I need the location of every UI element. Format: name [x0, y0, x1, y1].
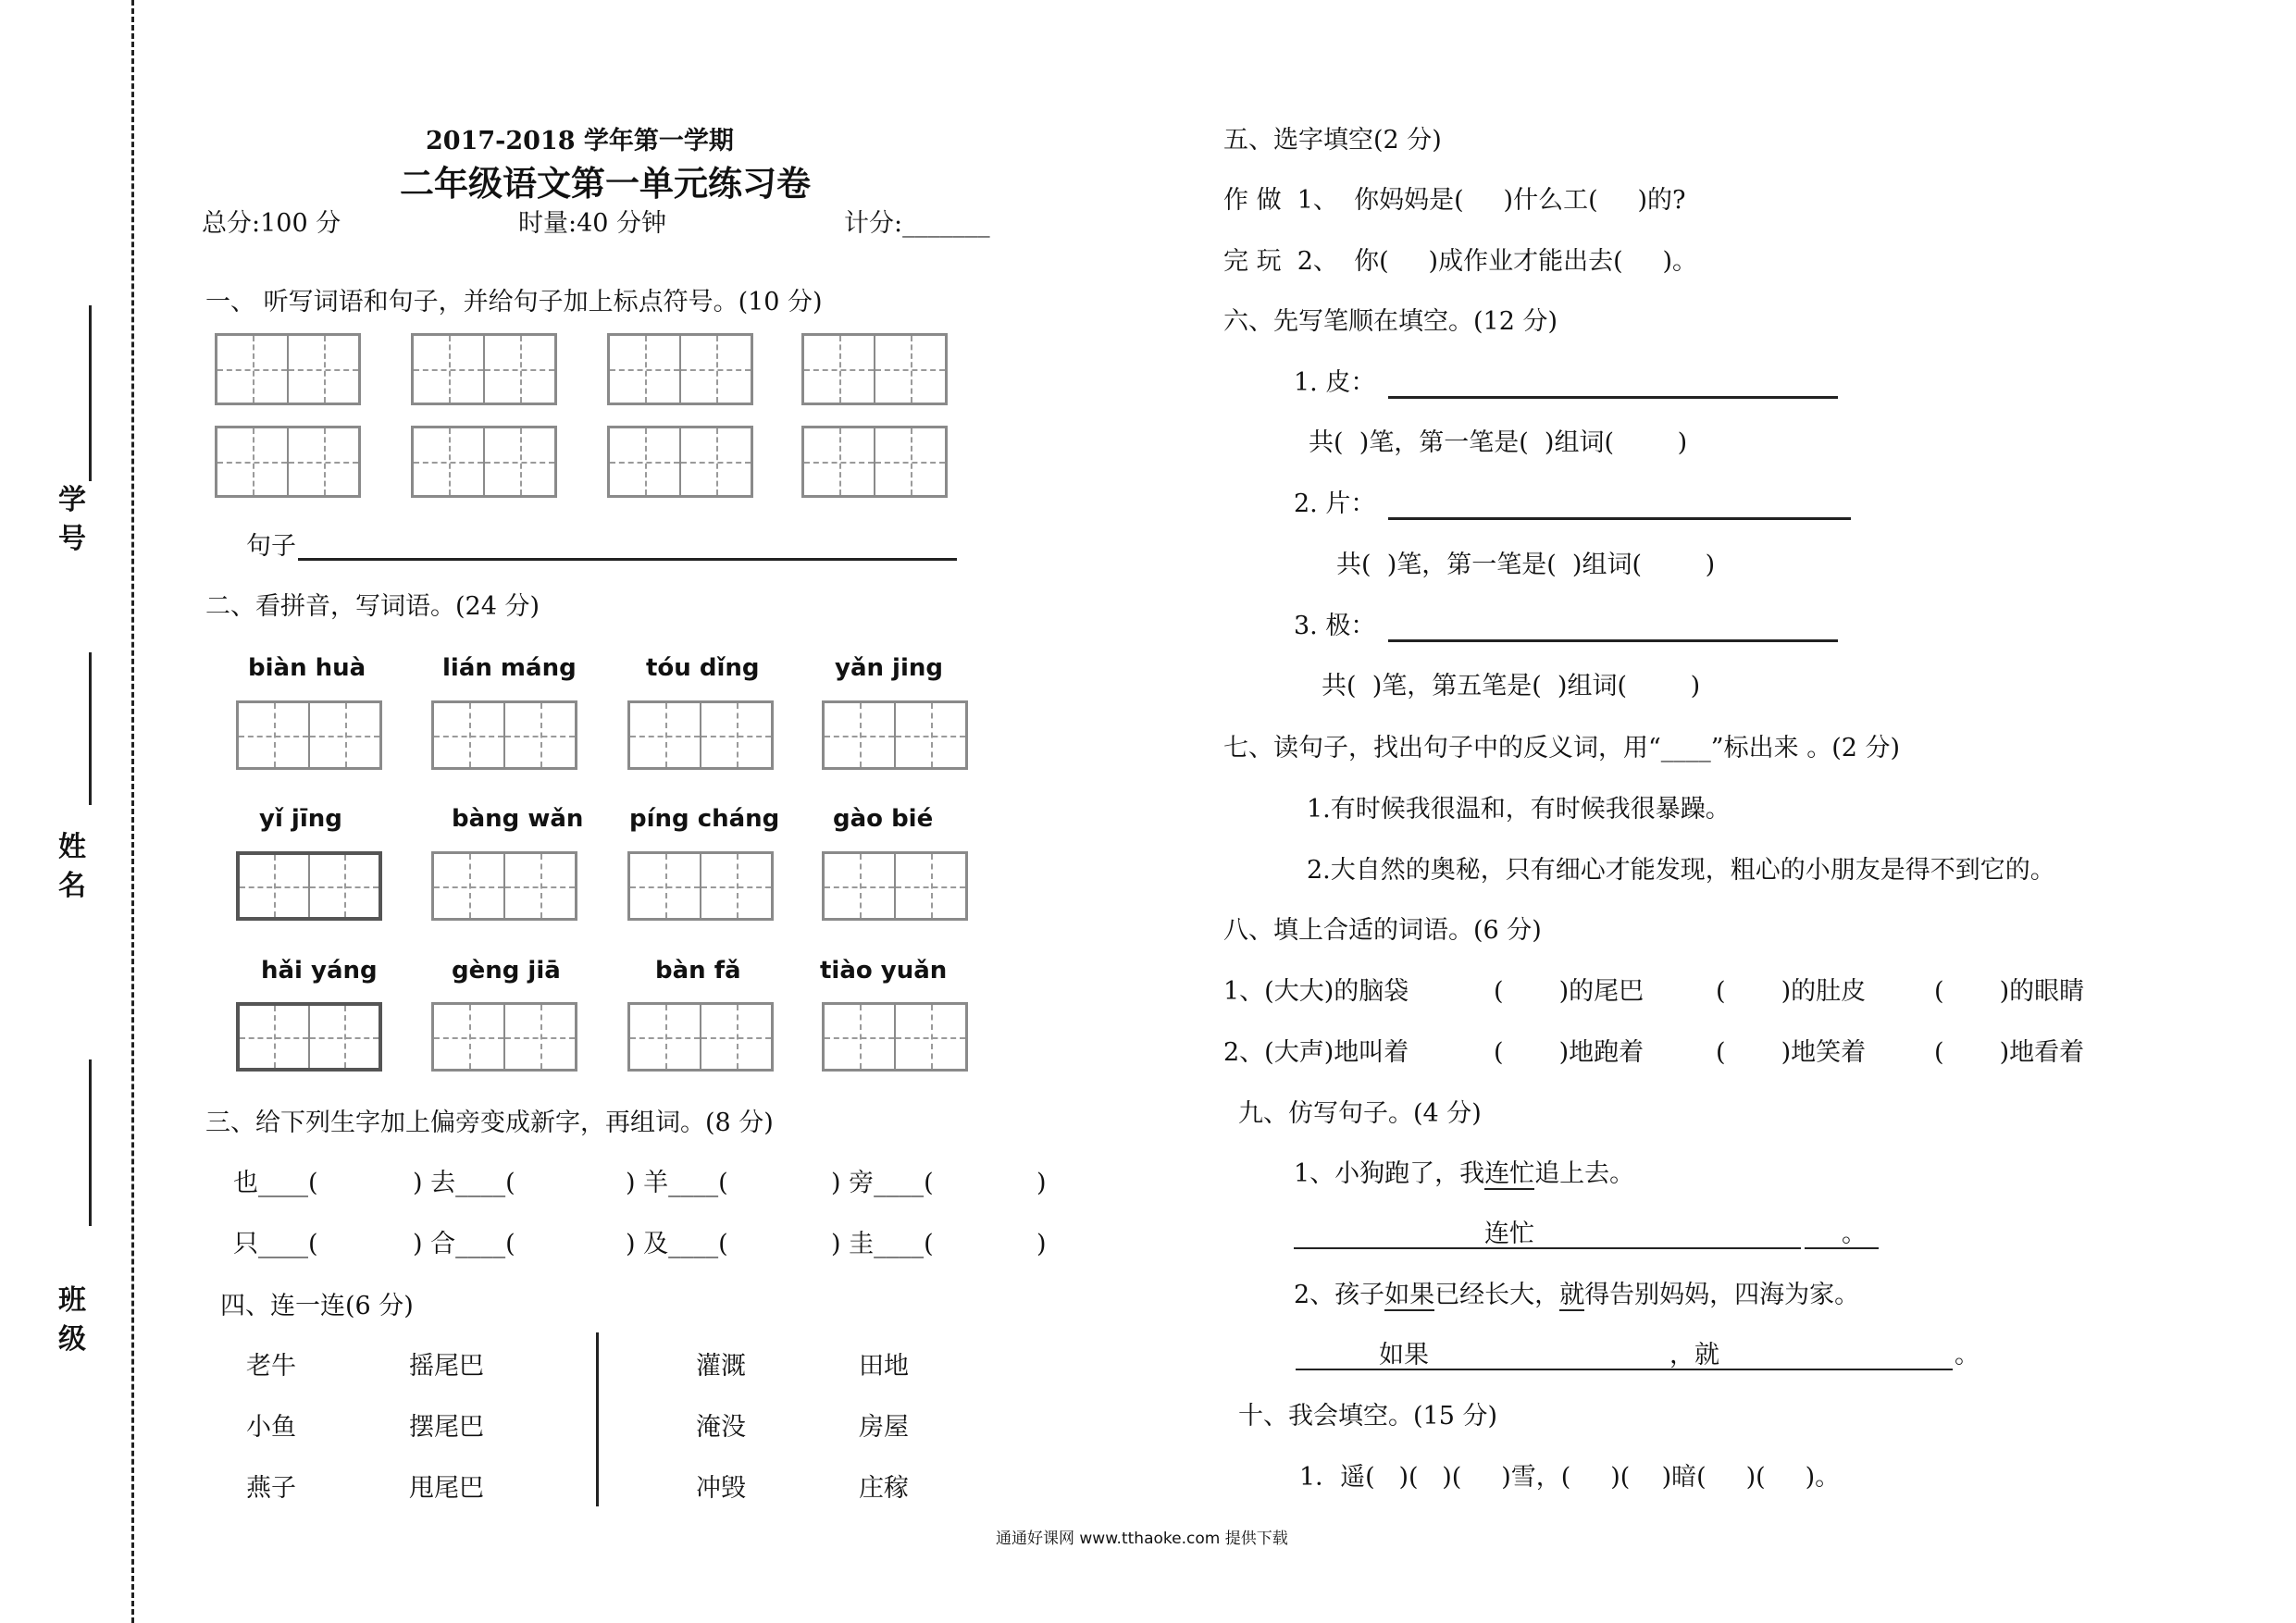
- banji-line: [89, 1059, 92, 1226]
- s8-row1-a: 1、(大大)的脑袋: [1223, 977, 1409, 1006]
- s1-grid-5[interactable]: [215, 426, 361, 498]
- s7-item-1[interactable]: 1.有时候我很温和，有时候我很暴躁。: [1307, 795, 1731, 824]
- s8-row1-b[interactable]: ( )的尾巴: [1494, 977, 1644, 1006]
- pinyin-11: bàn fǎ: [655, 957, 741, 985]
- s9-ex2-underlined-1: 如果: [1384, 1281, 1435, 1309]
- s4-left-a-2[interactable]: 小鱼: [246, 1413, 296, 1442]
- s10-title: 十、我会填空。(15 分): [1238, 1402, 1498, 1431]
- s8-row2-d[interactable]: ( )地看着: [1934, 1038, 2085, 1067]
- s1-grid-4[interactable]: [801, 333, 948, 405]
- s7-item-2[interactable]: 2.大自然的奥秘，只有细心才能发现，粗心的小朋友是得不到它的。: [1307, 856, 2055, 885]
- s4-right-a-2[interactable]: 淹没: [696, 1413, 746, 1442]
- s1-grid-7[interactable]: [607, 426, 753, 498]
- term-heading: 2017-2018 学年第一学期: [426, 127, 734, 155]
- s4-left-b-3[interactable]: 甩尾巴: [409, 1474, 484, 1503]
- pinyin-3: tóu dǐng: [646, 654, 760, 682]
- s6-title: 六、先写笔顺在填空。(12 分): [1223, 307, 1558, 336]
- s4-right-b-2[interactable]: 房屋: [859, 1413, 909, 1442]
- s1-grid-8[interactable]: [801, 426, 948, 498]
- s2-grid-2[interactable]: [431, 700, 577, 770]
- s9-ex2-c: 得告别妈妈，四海为家。: [1584, 1281, 1860, 1309]
- pinyin-2: lián máng: [442, 654, 577, 682]
- s3-row2-b[interactable]: ) 合____(: [413, 1230, 515, 1258]
- s4-right-a-3[interactable]: 冲毁: [696, 1474, 746, 1503]
- s4-left-a-3[interactable]: 燕子: [246, 1474, 296, 1503]
- time-limit: 时量:40 分钟: [518, 209, 667, 238]
- s2-grid-8[interactable]: [822, 851, 968, 921]
- pinyin-6: bàng wǎn: [452, 805, 584, 833]
- s8-row2-b[interactable]: ( )地跑着: [1494, 1038, 1644, 1067]
- s2-grid-11[interactable]: [627, 1002, 774, 1072]
- s4-title: 四、连一连(6 分): [220, 1292, 414, 1320]
- pinyin-8: gào bié: [833, 805, 934, 833]
- s7-title: 七、读句子，找出句子中的反义词，用“____”标出来 。(2 分): [1223, 734, 1901, 762]
- s6-item-2-sub[interactable]: 共( )笔，第一笔是( )组词( ): [1336, 551, 1716, 579]
- s4-right-b-1[interactable]: 田地: [859, 1352, 909, 1381]
- s1-sentence-line[interactable]: [298, 558, 957, 561]
- s5-line-1[interactable]: 作 做 1、 你妈妈是( )什么工( )的?: [1223, 186, 1686, 215]
- s2-grid-10[interactable]: [431, 1002, 577, 1072]
- s4-left-b-2[interactable]: 摆尾巴: [409, 1413, 484, 1442]
- s9-ans1-blank-2[interactable]: [1431, 1247, 1801, 1249]
- s9-ans2-end: 。: [1955, 1341, 1980, 1369]
- s9-ans2-word-1: 如果: [1379, 1341, 1429, 1369]
- s2-grid-9[interactable]: [236, 1002, 382, 1072]
- pinyin-4: yǎn jing: [835, 654, 943, 682]
- exam-title: 二年级语文第一单元练习卷: [400, 163, 811, 204]
- s2-grid-4[interactable]: [822, 700, 968, 770]
- s3-row1-b[interactable]: ) 去____(: [413, 1169, 515, 1197]
- s8-row2-a: 2、(大声)地叫着: [1223, 1038, 1409, 1067]
- s1-grid-1[interactable]: [215, 333, 361, 405]
- s6-item-2-line[interactable]: [1388, 517, 1851, 520]
- s6-item-3-line[interactable]: [1388, 639, 1838, 642]
- s10-line-1[interactable]: 1．遥( )( )( )雪，( )( )暗( )( )。: [1299, 1463, 1841, 1492]
- s8-row1-c[interactable]: ( )的肚皮: [1716, 977, 1867, 1006]
- s4-right-b-3[interactable]: 庄稼: [859, 1474, 909, 1503]
- s9-ans1-blank-1[interactable]: [1294, 1247, 1431, 1249]
- s1-grid-3[interactable]: [607, 333, 753, 405]
- s4-left-a-1[interactable]: 老牛: [246, 1352, 296, 1381]
- s9-ans1-word: 连忙: [1484, 1220, 1534, 1248]
- s8-title: 八、填上合适的词语。(6 分): [1223, 916, 1542, 945]
- banji-label: 班 级: [58, 1284, 86, 1356]
- s3-row2-e: ): [1036, 1230, 1047, 1258]
- s5-title: 五、选字填空(2 分): [1223, 126, 1442, 155]
- s9-ans1-end: 。: [1842, 1220, 1867, 1248]
- total-score: 总分:100 分: [202, 209, 341, 238]
- binding-dashed-line: [131, 0, 134, 1623]
- s3-row2-d[interactable]: ) 圭____(: [831, 1230, 934, 1258]
- pinyin-10: gèng jiā: [452, 957, 561, 985]
- pinyin-9: hǎi yáng: [261, 957, 378, 985]
- s3-row2-a[interactable]: 只____(: [233, 1230, 318, 1258]
- pinyin-1: biàn huà: [248, 654, 366, 682]
- s2-grid-12[interactable]: [822, 1002, 968, 1072]
- pinyin-12: tiào yuǎn: [820, 957, 948, 985]
- s9-title: 九、仿写句子。(4 分): [1238, 1099, 1482, 1128]
- s9-ans2-word-2: ，就: [1669, 1341, 1719, 1369]
- s9-ex1-b: 追上去。: [1534, 1159, 1635, 1188]
- s6-item-1-label: 1. 皮：: [1294, 368, 1376, 397]
- footer-source: 通通好课网 www.tthaoke.com 提供下载: [996, 1530, 1288, 1548]
- xingming-label: 姓 名: [58, 831, 86, 902]
- s8-row1-d[interactable]: ( )的眼睛: [1934, 977, 2085, 1006]
- score-field[interactable]: 计分:_______: [844, 209, 990, 238]
- xuehao-label: 学 号: [58, 484, 86, 555]
- s6-item-3-label: 3. 极：: [1294, 612, 1376, 640]
- xingming-line: [89, 652, 92, 805]
- s4-left-b-1[interactable]: 摇尾巴: [409, 1352, 484, 1381]
- s1-title: 一、 听写词语和句子，并给句子加上标点符号。(10 分): [205, 288, 823, 316]
- s3-title: 三、给下列生字加上偏旁变成新字，再组词。(8 分): [205, 1109, 774, 1137]
- s1-sentence-label: 句子: [246, 532, 296, 561]
- s9-example-1: [1294, 1161, 1634, 1186]
- pinyin-5: yǐ jīng: [259, 805, 342, 833]
- s9-example-2: [1294, 1282, 1859, 1307]
- s2-grid-7[interactable]: [627, 851, 774, 921]
- s2-grid-5[interactable]: [236, 851, 382, 921]
- s2-grid-3[interactable]: [627, 700, 774, 770]
- s2-title: 二、看拼音，写词语。(24 分): [205, 592, 540, 621]
- s3-row2-c[interactable]: ) 及____(: [626, 1230, 728, 1258]
- s9-ex2-b: 已经长大，: [1434, 1281, 1560, 1309]
- s8-row2-c[interactable]: ( )地笑着: [1716, 1038, 1867, 1067]
- s9-ex2-underlined-2: 就: [1559, 1281, 1585, 1309]
- s3-row1-c[interactable]: ) 羊____(: [626, 1169, 728, 1197]
- s9-ex1-underlined: 连忙: [1484, 1159, 1535, 1188]
- s6-item-1-sub[interactable]: 共( )笔，第一笔是( )组词( ): [1309, 428, 1688, 457]
- s1-grid-2[interactable]: [411, 333, 557, 405]
- s4-divider: [596, 1332, 599, 1506]
- s6-item-1-line[interactable]: [1388, 396, 1838, 399]
- s2-grid-6[interactable]: [431, 851, 577, 921]
- xuehao-line: [89, 305, 92, 481]
- s6-item-3-sub[interactable]: 共( )笔，第五笔是( )组词( ): [1322, 672, 1701, 700]
- s1-grid-6[interactable]: [411, 426, 557, 498]
- s5-line-2[interactable]: 完 玩 2、 你( )成作业才能出去( )。: [1223, 247, 1698, 276]
- s6-item-2-label: 2. 片：: [1294, 489, 1376, 518]
- s3-row1-e: ): [1036, 1169, 1047, 1197]
- s4-right-a-1[interactable]: 灌溉: [696, 1352, 746, 1381]
- s9-ex2-a: 2、孩子: [1294, 1281, 1385, 1309]
- pinyin-7: píng cháng: [629, 805, 780, 833]
- s9-ex1-a: 1、小狗跑了，我: [1294, 1159, 1485, 1188]
- s3-row1-a[interactable]: 也____(: [233, 1169, 318, 1197]
- s3-row1-d[interactable]: ) 旁____(: [831, 1169, 934, 1197]
- s2-grid-1[interactable]: [236, 700, 382, 770]
